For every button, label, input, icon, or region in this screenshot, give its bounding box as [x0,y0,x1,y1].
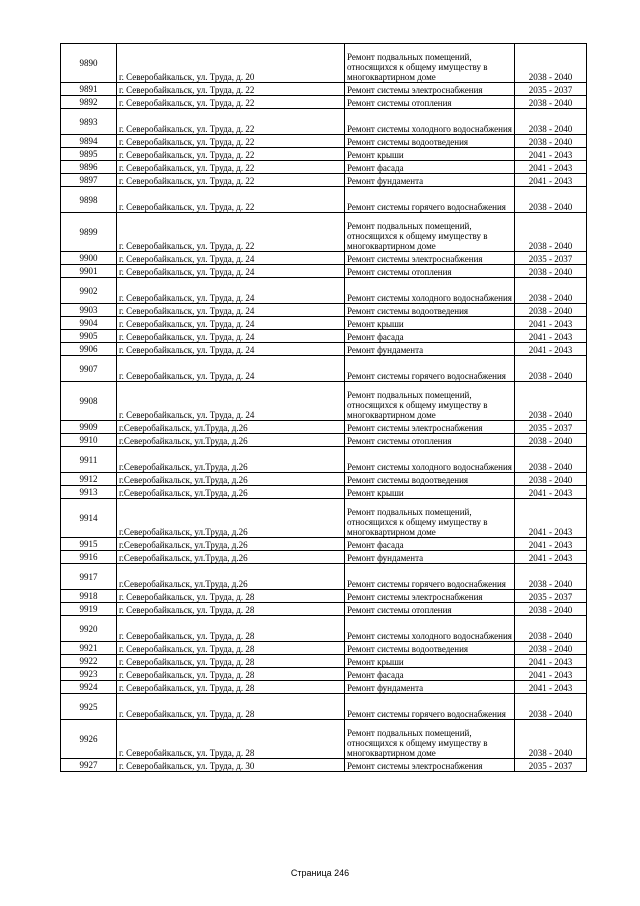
cell-period: 2041 - 2043 [515,681,587,694]
cell-address: г. Северобайкальск, ул. Труда, д. 24 [117,356,345,382]
cell-period: 2035 - 2037 [515,759,587,772]
cell-address: г. Северобайкальск, ул. Труда, д. 24 [117,330,345,343]
cell-address: г.Северобайкальск, ул.Труда, д.26 [117,499,345,538]
cell-period: 2035 - 2037 [515,590,587,603]
cell-period: 2038 - 2040 [515,96,587,109]
cell-number: 9901 [61,265,117,278]
cell-period: 2041 - 2043 [515,668,587,681]
cell-work-type: Ремонт фундамента [345,551,515,564]
table-row [61,564,587,590]
cell-work-type: Ремонт фасада [345,668,515,681]
cell-number: 9896 [61,161,117,174]
cell-address: г. Северобайкальск, ул. Труда, д. 24 [117,252,345,265]
cell-number: 9904 [61,317,117,330]
table-row [61,304,587,317]
cell-period: 2038 - 2040 [515,434,587,447]
cell-address: г.Северобайкальск, ул.Труда, д.26 [117,551,345,564]
cell-address: г. Северобайкальск, ул. Труда, д. 22 [117,187,345,213]
table-row [61,317,587,330]
table-row [61,538,587,551]
cell-period: 2038 - 2040 [515,187,587,213]
table-row [61,44,587,83]
cell-number: 9903 [61,304,117,317]
cell-period: 2035 - 2037 [515,252,587,265]
cell-work-type: Ремонт фасада [345,538,515,551]
cell-number: 9908 [61,382,117,421]
cell-work-type: Ремонт системы отопления [345,96,515,109]
table-row [61,83,587,96]
cell-address: г.Северобайкальск, ул.Труда, д.26 [117,447,345,473]
cell-address: г. Северобайкальск, ул. Труда, д. 24 [117,304,345,317]
cell-address: г. Северобайкальск, ул. Труда, д. 28 [117,590,345,603]
cell-work-type: Ремонт подвальных помещений, относящихся к общему имуществу в многоквартирном доме [345,44,515,83]
cell-period: 2038 - 2040 [515,278,587,304]
cell-number: 9907 [61,356,117,382]
cell-work-type: Ремонт системы отопления [345,265,515,278]
cell-address: г. Северобайкальск, ул. Труда, д. 28 [117,603,345,616]
table-row [61,551,587,564]
cell-period: 2038 - 2040 [515,603,587,616]
cell-period: 2035 - 2037 [515,421,587,434]
cell-number: 9899 [61,213,117,252]
table-row [61,447,587,473]
cell-address: г. Северобайкальск, ул. Труда, д. 28 [117,694,345,720]
cell-number: 9919 [61,603,117,616]
cell-address: г. Северобайкальск, ул. Труда, д. 22 [117,109,345,135]
cell-address: г. Северобайкальск, ул. Труда, д. 28 [117,681,345,694]
cell-work-type: Ремонт фасада [345,330,515,343]
cell-period: 2038 - 2040 [515,564,587,590]
capital-repair-table [60,43,587,772]
table-row [61,382,587,421]
cell-work-type: Ремонт системы горячего водоснабжения [345,187,515,213]
cell-number: 9902 [61,278,117,304]
cell-work-type: Ремонт системы электроснабжения [345,421,515,434]
cell-work-type: Ремонт крыши [345,317,515,330]
cell-period: 2041 - 2043 [515,655,587,668]
cell-period: 2041 - 2043 [515,551,587,564]
table-row [61,668,587,681]
cell-period: 2041 - 2043 [515,174,587,187]
cell-address: г. Северобайкальск, ул. Труда, д. 24 [117,278,345,304]
cell-address: г. Северобайкальск, ул. Труда, д. 24 [117,382,345,421]
cell-address: г. Северобайкальск, ул. Труда, д. 20 [117,44,345,83]
cell-work-type: Ремонт системы водоотведения [345,304,515,317]
cell-address: г. Северобайкальск, ул. Труда, д. 24 [117,317,345,330]
table-row [61,109,587,135]
cell-work-type: Ремонт системы холодного водоснабжения [345,278,515,304]
cell-period: 2038 - 2040 [515,616,587,642]
cell-work-type: Ремонт системы холодного водоснабжения [345,109,515,135]
cell-address: г. Северобайкальск, ул. Труда, д. 28 [117,655,345,668]
table-row [61,343,587,356]
cell-work-type: Ремонт системы горячего водоснабжения [345,694,515,720]
table-body [61,44,587,772]
cell-address: г. Северобайкальск, ул. Труда, д. 28 [117,720,345,759]
cell-work-type: Ремонт фасада [345,161,515,174]
table-row [61,174,587,187]
table-row [61,720,587,759]
table-row [61,135,587,148]
table-row [61,96,587,109]
cell-work-type: Ремонт системы горячего водоснабжения [345,564,515,590]
cell-number: 9890 [61,44,117,83]
cell-number: 9915 [61,538,117,551]
cell-period: 2041 - 2043 [515,343,587,356]
cell-period: 2041 - 2043 [515,486,587,499]
cell-work-type: Ремонт системы отопления [345,603,515,616]
cell-address: г. Северобайкальск, ул. Труда, д. 22 [117,213,345,252]
table-row [61,499,587,538]
cell-work-type: Ремонт системы электроснабжения [345,759,515,772]
cell-work-type: Ремонт системы горячего водоснабжения [345,356,515,382]
cell-period: 2038 - 2040 [515,356,587,382]
cell-work-type: Ремонт крыши [345,486,515,499]
cell-period: 2041 - 2043 [515,161,587,174]
table-row [61,213,587,252]
table-row [61,252,587,265]
table-row [61,148,587,161]
cell-work-type: Ремонт фундамента [345,343,515,356]
table-row [61,187,587,213]
table-row [61,473,587,486]
cell-period: 2035 - 2037 [515,83,587,96]
cell-number: 9916 [61,551,117,564]
cell-number: 9906 [61,343,117,356]
cell-number: 9910 [61,434,117,447]
cell-work-type: Ремонт крыши [345,148,515,161]
table-row [61,330,587,343]
cell-work-type: Ремонт системы электроснабжения [345,252,515,265]
table-row [61,642,587,655]
cell-work-type: Ремонт подвальных помещений, относящихся к общему имуществу в многоквартирном доме [345,720,515,759]
table-row [61,759,587,772]
cell-period: 2038 - 2040 [515,642,587,655]
cell-address: г. Северобайкальск, ул. Труда, д. 28 [117,616,345,642]
cell-period: 2038 - 2040 [515,473,587,486]
cell-period: 2038 - 2040 [515,720,587,759]
cell-number: 9914 [61,499,117,538]
table-row [61,161,587,174]
cell-address: г. Северобайкальск, ул. Труда, д. 24 [117,265,345,278]
cell-address: г. Северобайкальск, ул. Труда, д. 24 [117,343,345,356]
cell-number: 9893 [61,109,117,135]
page-footer: Страница 246 [290,868,350,878]
cell-number: 9913 [61,486,117,499]
cell-number: 9918 [61,590,117,603]
cell-address: г. Северобайкальск, ул. Труда, д. 22 [117,135,345,148]
cell-address: г. Северобайкальск, ул. Труда, д. 28 [117,642,345,655]
table-row [61,603,587,616]
cell-number: 9897 [61,174,117,187]
cell-work-type: Ремонт крыши [345,655,515,668]
cell-work-type: Ремонт системы водоотведения [345,473,515,486]
cell-period: 2041 - 2043 [515,317,587,330]
cell-number: 9917 [61,564,117,590]
table-row [61,356,587,382]
cell-number: 9895 [61,148,117,161]
cell-address: г. Северобайкальск, ул. Труда, д. 22 [117,96,345,109]
cell-period: 2038 - 2040 [515,135,587,148]
cell-address: г.Северобайкальск, ул.Труда, д.26 [117,473,345,486]
table-row [61,434,587,447]
cell-address: г. Северобайкальск, ул. Труда, д. 22 [117,174,345,187]
cell-number: 9921 [61,642,117,655]
cell-number: 9898 [61,187,117,213]
cell-address: г.Северобайкальск, ул.Труда, д.26 [117,434,345,447]
cell-number: 9891 [61,83,117,96]
cell-number: 9925 [61,694,117,720]
cell-work-type: Ремонт подвальных помещений, относящихся к общему имуществу в многоквартирном доме [345,499,515,538]
cell-number: 9905 [61,330,117,343]
cell-number: 9924 [61,681,117,694]
cell-period: 2041 - 2043 [515,499,587,538]
cell-number: 9926 [61,720,117,759]
table-row [61,694,587,720]
table-row [61,421,587,434]
cell-period: 2041 - 2043 [515,148,587,161]
cell-work-type: Ремонт фундамента [345,174,515,187]
cell-address: г. Северобайкальск, ул. Труда, д. 22 [117,148,345,161]
cell-address: г. Северобайкальск, ул. Труда, д. 30 [117,759,345,772]
cell-address: г. Северобайкальск, ул. Труда, д. 22 [117,83,345,96]
cell-period: 2038 - 2040 [515,109,587,135]
cell-number: 9900 [61,252,117,265]
cell-work-type: Ремонт подвальных помещений, относящихся к общему имуществу в многоквартирном доме [345,213,515,252]
cell-period: 2038 - 2040 [515,694,587,720]
cell-number: 9927 [61,759,117,772]
cell-period: 2041 - 2043 [515,330,587,343]
cell-period: 2038 - 2040 [515,304,587,317]
cell-work-type: Ремонт системы отопления [345,434,515,447]
cell-period: 2038 - 2040 [515,213,587,252]
cell-period: 2038 - 2040 [515,382,587,421]
cell-work-type: Ремонт системы холодного водоснабжения [345,447,515,473]
cell-number: 9912 [61,473,117,486]
cell-address: г.Северобайкальск, ул.Труда, д.26 [117,486,345,499]
cell-work-type: Ремонт системы электроснабжения [345,590,515,603]
table-row [61,486,587,499]
cell-number: 9892 [61,96,117,109]
table-row [61,590,587,603]
cell-number: 9922 [61,655,117,668]
table-row [61,681,587,694]
table-row [61,616,587,642]
cell-work-type: Ремонт системы водоотведения [345,642,515,655]
cell-work-type: Ремонт системы холодного водоснабжения [345,616,515,642]
table-row [61,278,587,304]
cell-work-type: Ремонт системы электроснабжения [345,83,515,96]
cell-work-type: Ремонт подвальных помещений, относящихся к общему имуществу в многоквартирном доме [345,382,515,421]
cell-number: 9923 [61,668,117,681]
table-row [61,655,587,668]
table-row [61,265,587,278]
cell-number: 9911 [61,447,117,473]
cell-work-type: Ремонт системы водоотведения [345,135,515,148]
cell-address: г.Северобайкальск, ул.Труда, д.26 [117,421,345,434]
cell-period: 2038 - 2040 [515,447,587,473]
cell-period: 2041 - 2043 [515,538,587,551]
cell-period: 2038 - 2040 [515,265,587,278]
cell-number: 9920 [61,616,117,642]
cell-period: 2038 - 2040 [515,44,587,83]
cell-number: 9909 [61,421,117,434]
cell-address: г. Северобайкальск, ул. Труда, д. 22 [117,161,345,174]
cell-address: г.Северобайкальск, ул.Труда, д.26 [117,564,345,590]
cell-number: 9894 [61,135,117,148]
cell-address: г.Северобайкальск, ул.Труда, д.26 [117,538,345,551]
cell-work-type: Ремонт фундамента [345,681,515,694]
cell-address: г. Северобайкальск, ул. Труда, д. 28 [117,668,345,681]
